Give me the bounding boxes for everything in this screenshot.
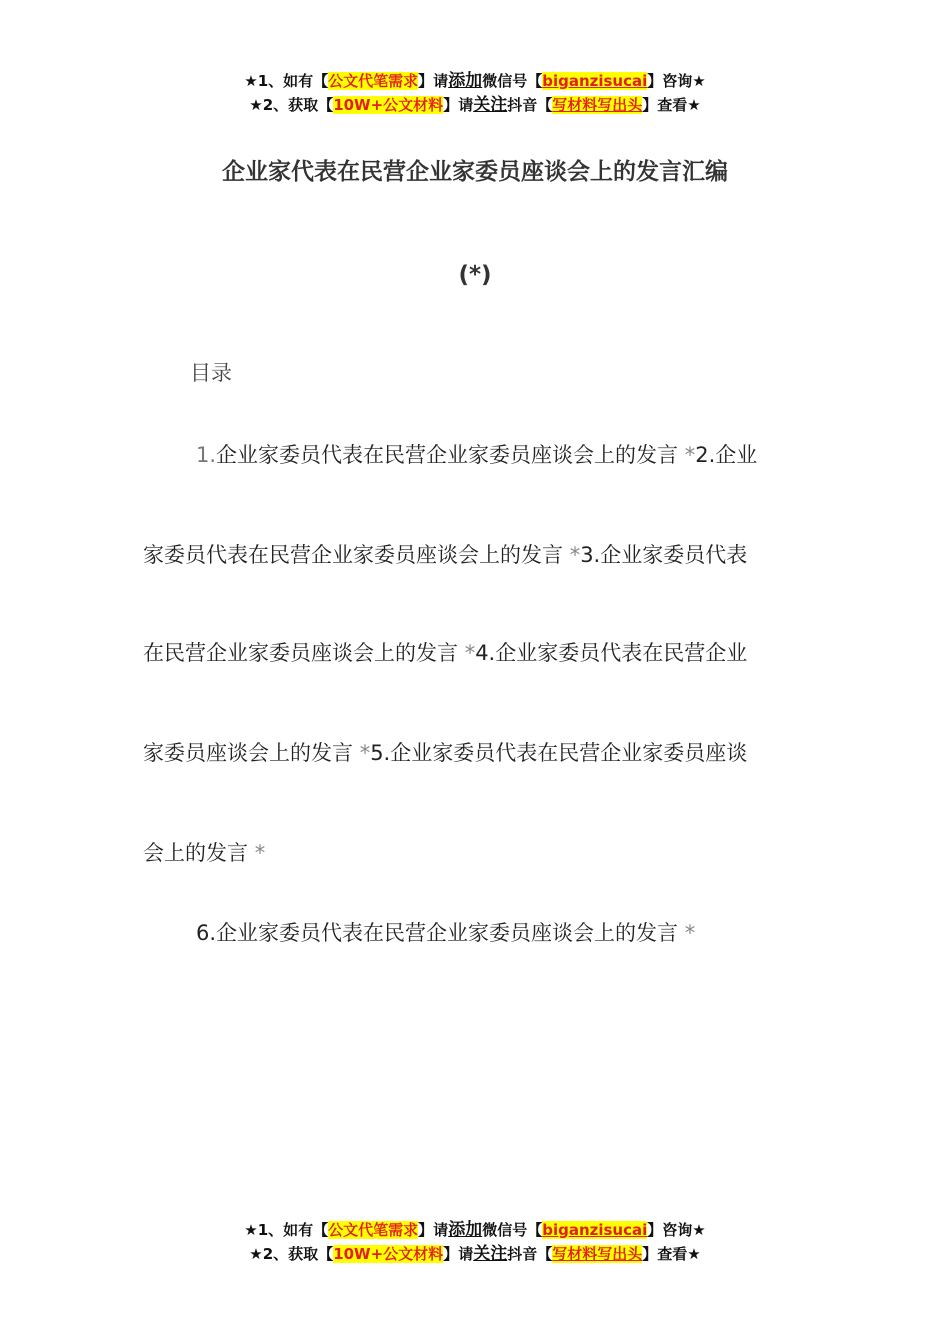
- promo-douyin-id: 写材料写出头: [552, 1245, 643, 1263]
- promo-highlight: 公文代笔需求: [328, 72, 419, 90]
- promo-text: 】请: [418, 72, 449, 90]
- promo-emphasis: 关注: [473, 95, 508, 115]
- toc-heading: 目录: [190, 361, 232, 385]
- toc-text: 企业家委员代表在民营企业家委员座谈会上的发言: [216, 443, 685, 467]
- promo-wechat-id: biganzisucai: [542, 1221, 648, 1239]
- toc-text: 5.企业家委员代表在民营企业家委员座谈: [370, 741, 748, 765]
- toc-text: 3.企业家委员代表: [580, 543, 748, 567]
- promo-text: 】咨询★: [647, 1221, 706, 1239]
- promo-text: ★2、获取【: [249, 1245, 334, 1263]
- promo-text: 抖音【: [507, 96, 553, 114]
- toc-separator: *: [684, 921, 696, 945]
- promo-text: ★1、如有【: [244, 1221, 329, 1239]
- toc-line: [143, 539, 747, 569]
- toc-text: 4.企业家委员代表在民营企业: [475, 641, 748, 665]
- promo-text: 微信号【: [482, 1221, 543, 1239]
- toc-text: 6.企业家委员代表在民营企业家委员座谈会上的发言: [196, 921, 685, 945]
- document-subtitle: (*): [458, 262, 492, 288]
- promo-emphasis: 添加: [448, 71, 483, 91]
- toc-text: 会上的发言: [143, 841, 255, 865]
- promo-text: 】请: [443, 1245, 474, 1263]
- promo-text: 】查看★: [642, 96, 701, 114]
- promo-banner-bottom: [0, 1218, 950, 1266]
- toc-number: 1.: [196, 443, 217, 467]
- toc-separator: *: [569, 543, 581, 567]
- promo-line-2: [0, 1242, 950, 1266]
- toc-line: [143, 737, 747, 767]
- promo-emphasis: 关注: [473, 1244, 508, 1264]
- toc-separator: *: [464, 641, 476, 665]
- promo-highlight: 公文代笔需求: [328, 1221, 419, 1239]
- promo-text: ★1、如有【: [244, 72, 329, 90]
- promo-text: 微信号【: [482, 72, 543, 90]
- promo-highlight: 10W+公文材料: [333, 96, 444, 114]
- toc-text: 家委员座谈会上的发言: [143, 741, 360, 765]
- toc-separator: *: [254, 841, 266, 865]
- promo-text: ★2、获取【: [249, 96, 334, 114]
- promo-line-1: [0, 69, 950, 93]
- promo-douyin-id: 写材料写出头: [552, 96, 643, 114]
- promo-text: 】请: [443, 96, 474, 114]
- promo-wechat-id: biganzisucai: [542, 72, 648, 90]
- toc-text: 在民营企业家委员座谈会上的发言: [143, 641, 465, 665]
- promo-emphasis: 添加: [448, 1220, 483, 1240]
- toc-line: [143, 637, 747, 667]
- promo-text: 抖音【: [507, 1245, 553, 1263]
- promo-line-2: [0, 93, 950, 117]
- document-title: 企业家代表在民营企业家委员座谈会上的发言汇编: [222, 159, 728, 185]
- toc-text: 家委员代表在民营企业家委员座谈会上的发言: [143, 543, 570, 567]
- promo-banner-top: [0, 69, 950, 117]
- promo-text: 】查看★: [642, 1245, 701, 1263]
- toc-line: [196, 439, 757, 469]
- toc-separator: *: [684, 443, 696, 467]
- toc-line: [143, 837, 265, 867]
- promo-text: 】请: [418, 1221, 449, 1239]
- promo-highlight: 10W+公文材料: [333, 1245, 444, 1263]
- toc-line: [196, 917, 695, 947]
- toc-separator: *: [359, 741, 371, 765]
- promo-text: 】咨询★: [647, 72, 706, 90]
- toc-text: 2.企业: [695, 443, 758, 467]
- promo-line-1: [0, 1218, 950, 1242]
